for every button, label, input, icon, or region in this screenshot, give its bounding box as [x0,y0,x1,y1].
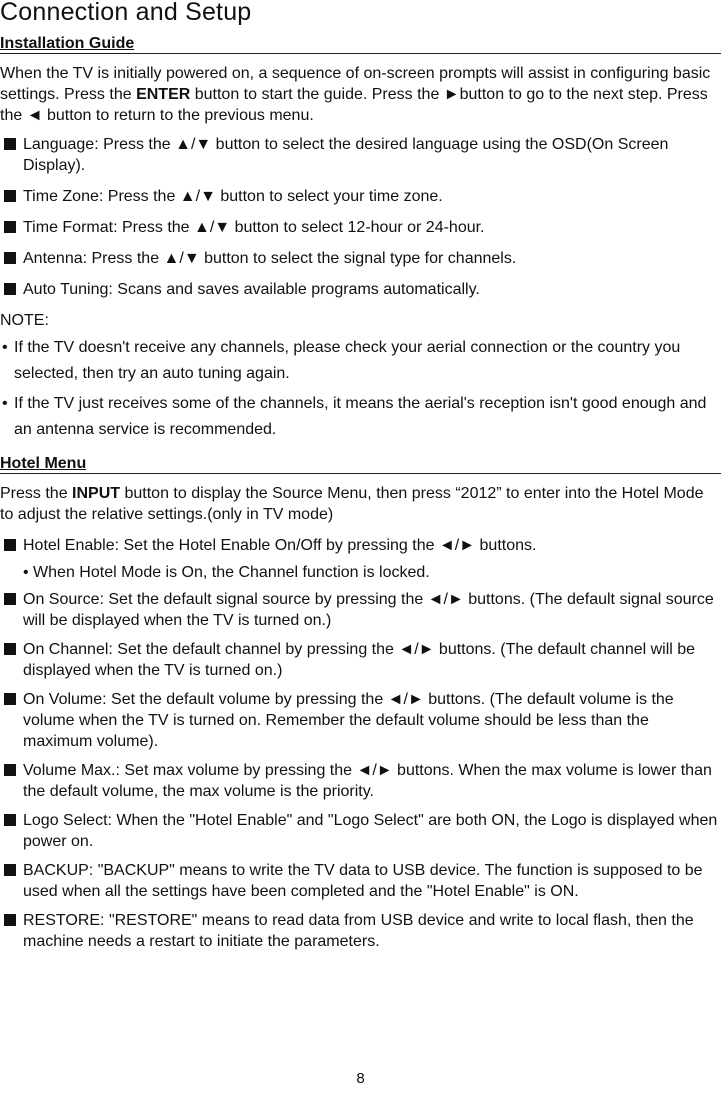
square-bullet-icon [4,138,16,150]
hotel-item-enable [0,535,721,556]
square-bullet-icon [4,814,16,826]
square-bullet-icon [4,643,16,655]
hotel-item-backup [0,860,721,902]
note-item [0,335,721,387]
square-bullet-icon [4,693,16,705]
dot-bullet-icon: • [2,339,8,356]
install-item-language [0,134,721,176]
install-item-text: Antenna: Press the ▲/▼ button to select the signal type for channels. [23,250,517,267]
installation-guide-heading: Installation Guide [0,34,721,54]
square-bullet-icon [4,593,16,605]
square-bullet-icon [4,914,16,926]
install-item-text: Time Zone: Press the ▲/▼ button to select your time zone. [23,188,443,205]
dot-bullet-icon: • [2,395,8,412]
hotel-item-text: On Source: Set the default signal source by pressing the ◄/► buttons. (The default signal source will be displayed when the TV is turned on.) [23,591,714,629]
square-bullet-icon [4,252,16,264]
note-text: If the TV just receives some of the channels, it means the aerial's reception isn't good enough and an antenna service is recommended. [14,395,707,438]
installation-guide-section [0,34,721,443]
hotel-menu-section [0,454,721,952]
install-item-time-zone [0,186,721,207]
hotel-item-logo-select [0,810,721,852]
install-item-auto-tuning [0,279,721,300]
hotel-item-on-source [0,589,721,631]
install-item-text: Auto Tuning: Scans and saves available programs automatically. [23,281,480,298]
page-number: 8 [356,1070,365,1087]
hotel-item-text: On Channel: Set the default channel by pressing the ◄/► buttons. (The default channel will be displayed when the TV is turned on.) [23,641,696,679]
square-bullet-icon [4,283,16,295]
hotel-item-text: Hotel Enable: Set the Hotel Enable On/Off by pressing the ◄/► buttons. [23,537,537,554]
installation-intro-part-2: button to start the guide. Press the ►button to go to the next step. Press the ◄ button to return to the previous menu. [0,86,708,124]
note-text: If the TV doesn't receive any channels, please check your aerial connection or the country you selected, then try an auto tuning again. [14,339,681,382]
installation-intro [0,63,721,126]
hotel-item-volume-max [0,760,721,802]
install-item-antenna [0,248,721,269]
hotel-item-text: RESTORE: "RESTORE" means to read data from USB device and write to local flash, then the machine needs a restart to initiate the parameters. [23,912,694,950]
hotel-intro-part-2: button to display the Source Menu, then press “2012” to enter into the Hotel Mode to adjust the relative settings.(only in TV mode) [0,485,704,523]
hotel-item-text: Logo Select: When the "Hotel Enable" and "Logo Select" are both ON, the Logo is displayed when power on. [23,812,718,850]
square-bullet-icon [4,221,16,233]
hotel-item-on-channel [0,639,721,681]
hotel-item-on-volume [0,689,721,752]
hotel-intro-part-1: Press the [0,485,73,502]
hotel-intro [0,483,721,525]
hotel-item-text: Volume Max.: Set max volume by pressing the ◄/► buttons. When the max volume is lower than the default volume, the max volume is the priority. [23,762,712,800]
hotel-item-text: On Volume: Set the default volume by pressing the ◄/► buttons. (The default volume is the volume when the TV is turned on. Remember the default volume should be less than the maximum volume). [23,691,674,750]
square-bullet-icon [4,764,16,776]
hotel-item-text: BACKUP: "BACKUP" means to write the TV data to USB device. The function is supposed to be used when all the settings have been completed and the "Hotel Enable" is ON. [23,862,703,900]
install-item-time-format [0,217,721,238]
input-key-label: INPUT [72,485,121,502]
install-item-text: Language: Press the ▲/▼ button to select the desired language using the OSD(On Screen Display). [23,136,669,174]
note-item [0,391,721,443]
enter-key-label: ENTER [136,86,191,103]
square-bullet-icon [4,864,16,876]
hotel-menu-heading: Hotel Menu [0,454,721,474]
hotel-sub-note: • When Hotel Mode is On, the Channel function is locked. [23,564,430,581]
square-bullet-icon [4,190,16,202]
page-title: Connection and Setup [0,0,252,26]
installation-intro-part-1: When the TV is initially powered on, a sequence of on-screen prompts will assist in configuring basic settings. Press the [0,65,711,103]
square-bullet-icon [4,539,16,551]
hotel-item-restore [0,910,721,952]
note-label: NOTE: [0,312,49,329]
install-item-text: Time Format: Press the ▲/▼ button to select 12-hour or 24-hour. [23,219,485,236]
